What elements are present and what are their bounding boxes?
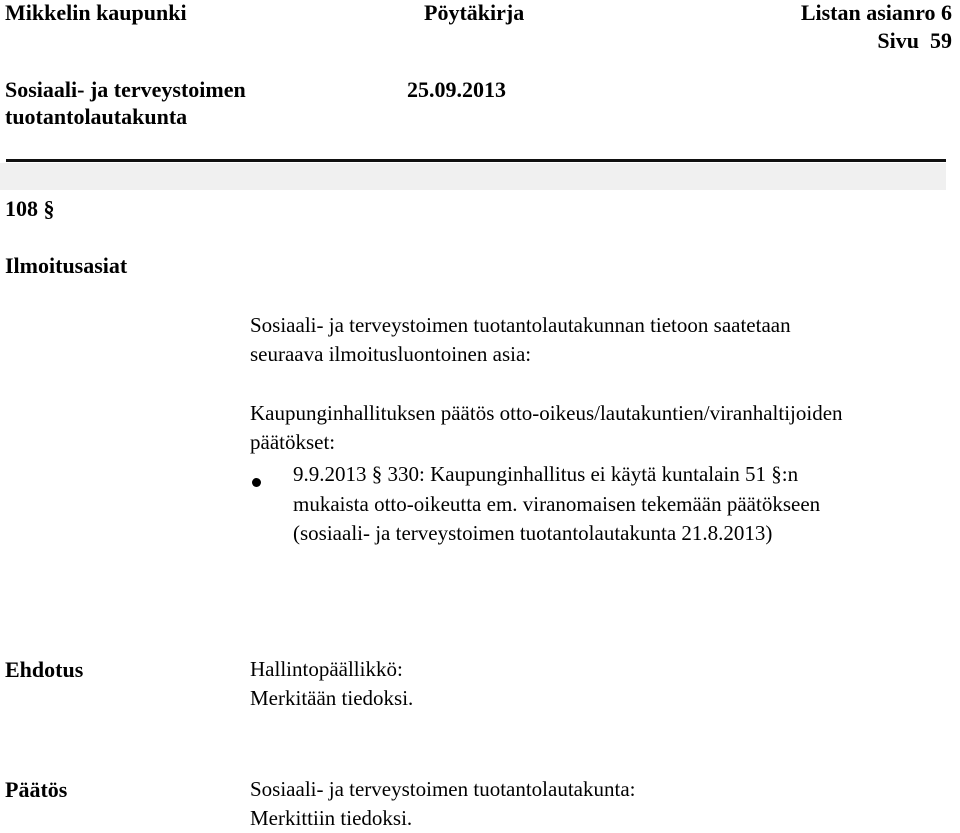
list-item-number: Listan asianro 6 xyxy=(800,0,952,25)
header-divider-band xyxy=(0,163,946,190)
section-heading: Ilmoitusasiat xyxy=(5,253,128,278)
bullet-icon xyxy=(252,478,261,487)
proposal-line1: Hallintopäällikkö: xyxy=(250,657,403,681)
bullet-item-line1: 9.9.2013 § 330: Kaupunginhallitus ei käytä kuntalain 51 §:n xyxy=(293,462,799,486)
committee-name-line1: Sosiaali- ja terveystoimen xyxy=(5,77,246,102)
committee-name-line2: tuotantolautakunta xyxy=(5,104,188,129)
bullet-item-line2: mukaista otto-oikeutta em. viranomaisen tekemään päätökseen xyxy=(293,492,821,516)
city-name: Mikkelin kaupunki xyxy=(5,0,187,25)
decisions-line1: Kaupunginhallituksen päätös otto-oikeus/lautakuntien/viranhaltijoiden xyxy=(250,401,843,425)
intro-line2: seuraava ilmoitusluontoinen asia: xyxy=(250,342,532,366)
page-number: Sivu 59 xyxy=(877,28,952,53)
proposal-label: Ehdotus xyxy=(5,657,84,682)
meeting-date: 25.09.2013 xyxy=(407,77,506,102)
intro-line1: Sosiaali- ja terveystoimen tuotantolautakunnan tietoon saatetaan xyxy=(250,313,791,337)
decision-label: Päätös xyxy=(5,777,68,802)
decisions-line2: päätökset: xyxy=(250,430,336,454)
decision-line2: Merkittiin tiedoksi. xyxy=(250,806,413,830)
decision-line1: Sosiaali- ja terveystoimen tuotantolautakunta: xyxy=(250,777,636,801)
proposal-line2: Merkitään tiedoksi. xyxy=(250,686,414,710)
document-type: Pöytäkirja xyxy=(424,0,525,25)
header-divider xyxy=(6,159,946,162)
bullet-item-line3: (sosiaali- ja terveystoimen tuotantolautakunta 21.8.2013) xyxy=(293,521,773,545)
section-number: 108 § xyxy=(5,196,55,221)
